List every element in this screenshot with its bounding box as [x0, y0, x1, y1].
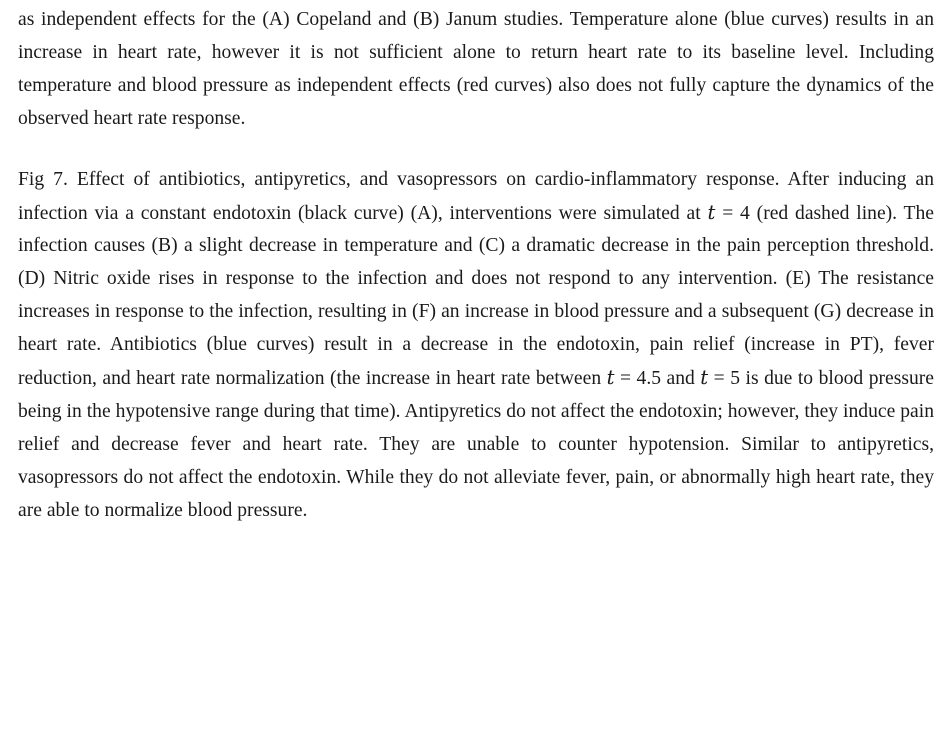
math-variable-t: t	[707, 200, 716, 224]
math-eq-4: = 4	[715, 202, 750, 224]
math-variable-t: t	[700, 366, 709, 390]
fig7-text-part4: is due to blood pressure being in the hypotensive range during that time). Antipyretics do not affect the endotoxin; however, they induce pain relief and decrease fever and heart rate. They are unable to counter hypotension. Similar to antipyretics, vasopressors do not affect the endotoxin. While they do not alleviate fever, pain, or abnormally high heart rate, they are able to normalize blood pressure.	[18, 368, 934, 521]
math-eq-5: = 5	[708, 368, 741, 390]
math-variable-t: t	[606, 366, 615, 390]
figure-7-caption	[18, 164, 934, 528]
fig7-text-part1: Fig 7. Effect of antibiotics, antipyretics, and vasopressors on cardio-inflammatory response. After inducing an infection via a constant endotoxin (black curve) (A), interventions were simulated at	[18, 168, 934, 224]
figure-6-caption-fragment: as independent effects for the (A) Copeland and (B) Janum studies. Temperature alone (blue curves) results in an increase in heart rate, however it is not sufficient alone to return heart rate to its baseline level. Including temperature and blood pressure as independent effects (red curves) also does not fully capture the dynamics of the observed heart rate response.	[18, 9, 934, 129]
paragraph-gap	[18, 136, 934, 164]
fig7-text-part2: (red dashed line). The infection causes (B) a slight decrease in temperature and (C) a dramatic decrease in the pain perception threshold. (D) Nitric oxide rises in response to the infection and does not respond to any intervention. (E) The resistance increases in response to the infection, resulting in (F) an increase in blood pressure and a subsequent (G) decrease in heart rate. Antibiotics (blue curves) result in a decrease in the endotoxin, pain relief (increase in PT), fever reduction, and heart rate normalization (the increase in heart rate between	[18, 202, 934, 390]
fig7-text-part3: and	[661, 368, 701, 390]
math-eq-4-5: = 4.5	[614, 368, 662, 390]
